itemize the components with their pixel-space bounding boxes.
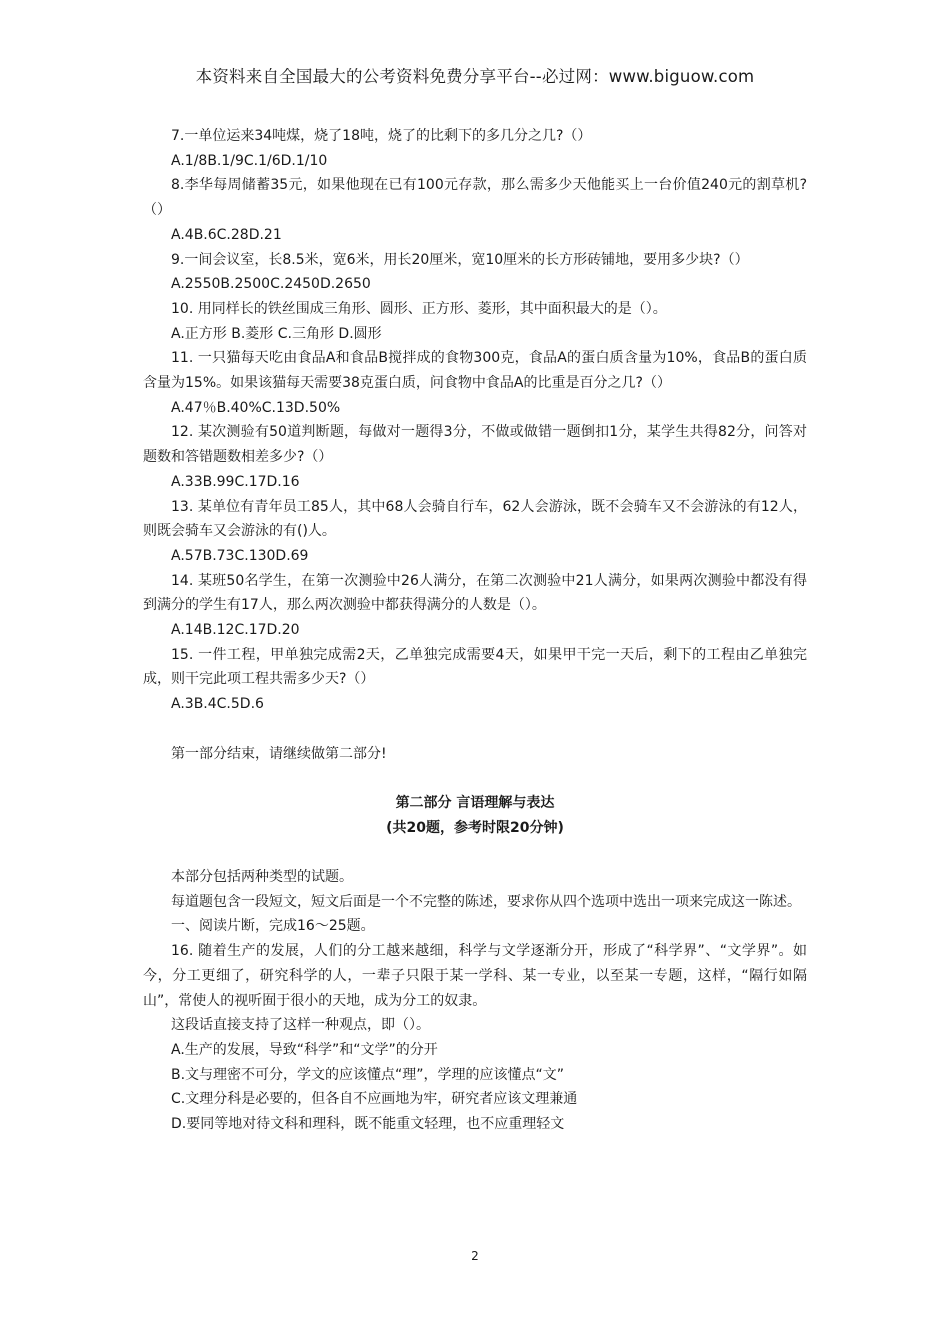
question-16-option-d: D.要同等地对待文科和理科，既不能重文轻理，也不应重理轻文 — [171, 1116, 565, 1133]
question-14: 14. 某班50名学生，在第一次测验中26人满分，在第二次测验中21人满分，如果两次测验中都没有得到满分的学生有17人，那么两次测验中都获得满分的人数是（）。 — [143, 572, 807, 614]
question-9-options: A.2550B.2500C.2450D.2650 — [171, 276, 371, 293]
section-instructions: 每道题包含一段短文，短文后面是一个不完整的陈述，要求你从四个选项中选出一项来完成这一陈述。 — [171, 893, 801, 910]
section-subtitle: (共20题，参考时限20分钟) — [386, 819, 564, 836]
page-number: 2 — [471, 1249, 479, 1263]
blank-line — [143, 717, 807, 742]
question-16-option-a: A.生产的发展，导致“科学”和“文学”的分开 — [171, 1041, 438, 1058]
part-end-notice: 第一部分结束，请继续做第二部分! — [171, 745, 387, 762]
blank-line — [143, 840, 807, 865]
question-13-options: A.57B.73C.130D.69 — [171, 547, 309, 564]
question-9: 9.一间会议室，长8.5米，宽6米，用长20厘米，宽10厘米的长方形砖铺地，要用多少块?（） — [171, 251, 749, 268]
question-15-options: A.3B.4C.5D.6 — [171, 696, 264, 713]
question-16-prompt: 这段话直接支持了这样一种观点，即（）。 — [171, 1017, 430, 1034]
question-16-option-b: B.文与理密不可分，学文的应该懂点“理”，学理的应该懂点“文” — [171, 1066, 565, 1083]
question-12-options: A.33B.99C.17D.16 — [171, 473, 300, 490]
header-source-text: 本资料来自全国最大的公考资料免费分享平台--必过网：www.biguow.com — [195, 67, 755, 86]
question-16-option-c: C.文理分科是必要的，但各自不应画地为牢，研究者应该文理兼通 — [171, 1091, 578, 1108]
question-16: 16. 随着生产的发展，人们的分工越来越细，科学与文学逐渐分开，形成了“科学界”、“文学界”。如今，分工更细了，研究科学的人，一辈子只限于某一学科、某一专业，以至某一专题，这样，“隔行如隔山”，常使人的视听囿于很小的天地，成为分工的奴隶。 — [143, 943, 807, 1009]
question-10: 10. 用同样长的铁丝围成三角形、圆形、正方形、菱形，其中面积最大的是（）。 — [171, 300, 667, 317]
subsection-heading: 一、阅读片断，完成16～25题。 — [171, 918, 375, 935]
section-title: 第二部分 言语理解与表达 — [395, 794, 555, 811]
blank-line — [143, 766, 807, 791]
question-7-options: A.1/8B.1/9C.1/6D.1/10 — [171, 152, 328, 169]
question-7: 7.一单位运来34吨煤，烧了18吨，烧了的比剩下的多几分之几?（） — [171, 128, 592, 144]
page-header — [0, 64, 950, 90]
question-14-options: A.14B.12C.17D.20 — [171, 622, 300, 639]
question-11-options: A.47％B.40%C.13D.50% — [171, 399, 341, 416]
question-13: 13. 某单位有青年员工85人，其中68人会骑自行车，62人会游泳，既不会骑车又不会游泳的有12人，则既会骑车又会游泳的有()人。 — [143, 498, 807, 540]
question-10-options: A.正方形 B.菱形 C.三角形 D.圆形 — [171, 325, 382, 342]
question-8-options: A.4B.6C.28D.21 — [171, 226, 282, 243]
document-body — [143, 124, 807, 1137]
question-12: 12. 某次测验有50道判断题，每做对一题得3分，不做或做错一题倒扣1分，某学生共得82分，问答对题数和答错题数相差多少?（） — [143, 424, 807, 466]
question-11: 11. 一只猫每天吃由食品A和食品B搅拌成的食物300克，食品A的蛋白质含量为10%，食品B的蛋白质含量为15%。如果该猫每天需要38克蛋白质，问食物中食品A的比重是百分之几?（） — [143, 350, 807, 392]
section-intro: 本部分包括两种类型的试题。 — [171, 869, 353, 886]
question-15: 15. 一件工程，甲单独完成需2天，乙单独完成需要4天，如果甲干完一天后，剩下的工程由乙单独完成，则干完此项工程共需多少天?（） — [143, 646, 807, 688]
question-8: 8.李华每周储蓄35元，如果他现在已有100元存款，那么需多少天他能买上一台价值240元的割草机?（） — [143, 177, 807, 219]
